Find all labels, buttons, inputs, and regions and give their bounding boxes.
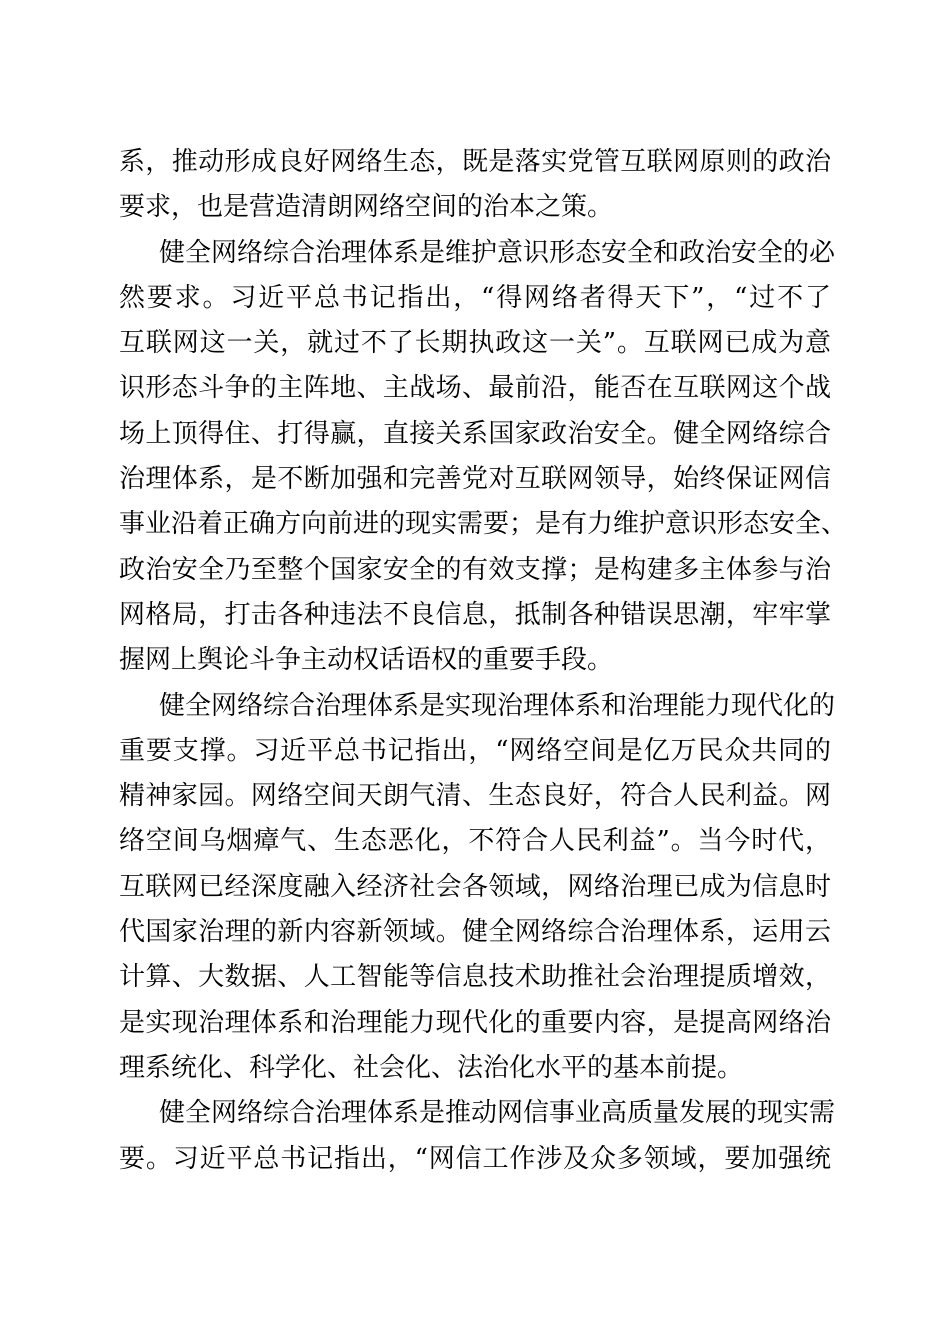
text-line: 识形态斗争的主阵地、主战场、最前沿，能否在互联网这个战 [119,373,831,404]
text-line: 互联网已经深度融入经济社会各领域，网络治理已成为信息时 [119,871,831,902]
paragraph [119,231,848,684]
text-line: 场上顶得住、打得赢，直接关系国家政治安全。健全网络综合 [119,418,831,449]
text-line: 是实现治理体系和治理能力现代化的重要内容，是提高网络治 [119,1007,831,1038]
text-line: 政治安全乃至整个国家安全的有效支撑；是构建多主体参与治 [119,554,831,585]
paragraph [119,684,836,1092]
text-line: 健全网络综合治理体系是维护意识形态安全和政治安全的必 [159,237,836,268]
text-line: 事业沿着正确方向前进的现实需要；是有力维护意识形态安全、 [119,509,848,540]
text-line: 健全网络综合治理体系是推动网信事业高质量发展的现实需 [159,1098,836,1129]
text-line: 要求，也是营造清朗网络空间的治本之策。 [119,192,614,223]
text-line: 然要求。习近平总书记指出，“得网络者得天下”，“过不了 [119,282,831,313]
text-line: 握网上舆论斗争主动权话语权的重要手段。 [119,645,614,676]
text-line: 要。习近平总书记指出，“网信工作涉及众多领域，要加强统 [119,1143,831,1174]
text-line: 互联网这一关，就过不了长期执政这一关”。互联网已成为意 [119,328,831,359]
text-line: 精神家园。网络空间天朗气清、生态良好，符合人民利益。网 [119,781,831,812]
document-body [119,140,848,1182]
paragraph [119,140,831,231]
text-line: 重要支撑。习近平总书记指出，“网络空间是亿万民众共同的 [119,735,831,766]
text-line: 治理体系，是不断加强和完善党对互联网领导，始终保证网信 [119,464,831,495]
text-line: 计算、大数据、人工智能等信息技术助推社会治理提质增效， [119,962,831,993]
text-line: 络空间乌烟瘴气、生态恶化，不符合人民利益”。当今时代， [119,826,831,857]
text-line: 系，推动形成良好网络生态，既是落实党管互联网原则的政治 [119,147,831,177]
text-line: 网格局，打击各种违法不良信息，抵制各种错误思潮，牢牢掌 [119,599,831,630]
text-line: 理系统化、科学化、社会化、法治化水平的基本前提。 [119,1052,744,1083]
paragraph [119,1091,836,1182]
text-line: 健全网络综合治理体系是实现治理体系和治理能力现代化的 [159,690,836,721]
text-line: 代国家治理的新内容新领域。健全网络综合治理体系，运用云 [119,917,831,948]
